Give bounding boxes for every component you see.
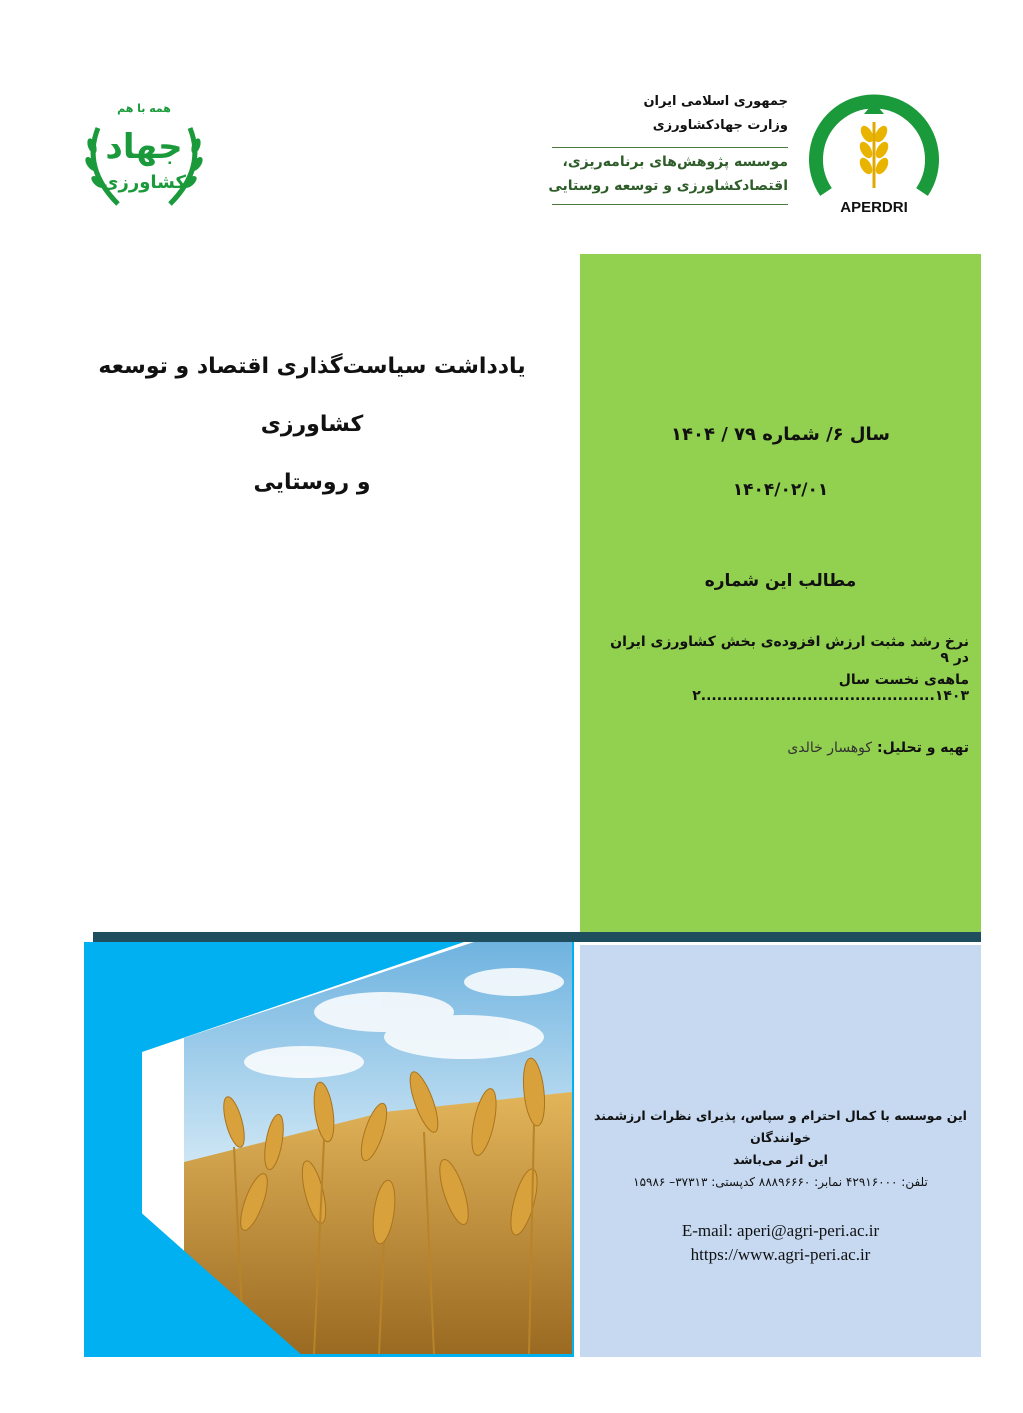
page-title [70, 338, 554, 512]
jahad-logo-sub-text: کشاورزی [102, 172, 186, 193]
contents-heading: مطالب این شماره [704, 571, 857, 591]
author-label: تهیه و تحلیل: [876, 740, 969, 756]
institute-line-2: اقتصادکشاورزی و توسعه روستایی [548, 178, 788, 194]
feedback-note [590, 1105, 971, 1171]
section-divider [93, 932, 981, 942]
wheat-field-illustration [84, 942, 574, 1357]
gov-line-republic: جمهوری اسلامی ایران [643, 94, 788, 109]
author-line [592, 740, 969, 756]
contact-website[interactable]: https://www.agri-peri.ac.ir [690, 1245, 871, 1264]
contact-email[interactable]: E-mail: aperi@agri-peri.ac.ir [681, 1221, 880, 1240]
issue-info-panel [580, 254, 981, 932]
contents-item-line-2: ماهه‌ی نخست سال ۱۴۰۳............................................۲ [692, 672, 969, 704]
institute-line-1: موسسه پژوهش‌های برنامه‌ریزی، [562, 154, 788, 170]
jahad-logo-main-text: جهاد [105, 127, 183, 167]
gov-line-ministry: وزارت جهادکشاورزی [652, 118, 788, 133]
ministry-header [548, 92, 788, 212]
contact-phones: تلفن: ۴۲۹۱۶۰۰۰ نمابر: ۸۸۸۹۶۶۶۰ کدپستی: ۳۷۳۱۳– ۱۵۹۸۶ [633, 1175, 928, 1189]
contact-panel [580, 945, 981, 1357]
jahad-logo-icon [78, 88, 210, 216]
jahad-logo-arc-text: همه با هم [117, 102, 171, 115]
header-rule-bottom [552, 204, 788, 205]
header-rule-top [552, 147, 788, 148]
wheat-field-image [84, 942, 574, 1357]
aperdri-logo-icon [804, 84, 944, 219]
feedback-note-line-2: این اثر می‌باشد [733, 1152, 828, 1167]
issue-date: ۱۴۰۴/۰۲/۰۱ [732, 480, 829, 500]
title-line-2: و روستایی [253, 470, 371, 495]
contents-item-line-1: نرخ رشد مثبت ارزش افزوده‌ی بخش کشاورزی ایران در ۹ [610, 634, 969, 666]
feedback-note-line-1: این موسسه با کمال احترام و سپاس، پذیرای نظرات ارزشمند خوانندگان [594, 1108, 967, 1145]
issue-number: سال ۶/ شماره ۷۹ / ۱۴۰۴ [670, 424, 891, 445]
aperdri-logo-label: APERDRI [840, 199, 908, 216]
aperdri-logo [804, 84, 944, 219]
title-line-1: یادداشت سیاست‌گذاری اقتصاد و توسعه کشاورزی [98, 354, 526, 437]
jahad-keshavarzi-logo [78, 88, 210, 216]
author-name: کوهسار خالدی [787, 740, 873, 756]
